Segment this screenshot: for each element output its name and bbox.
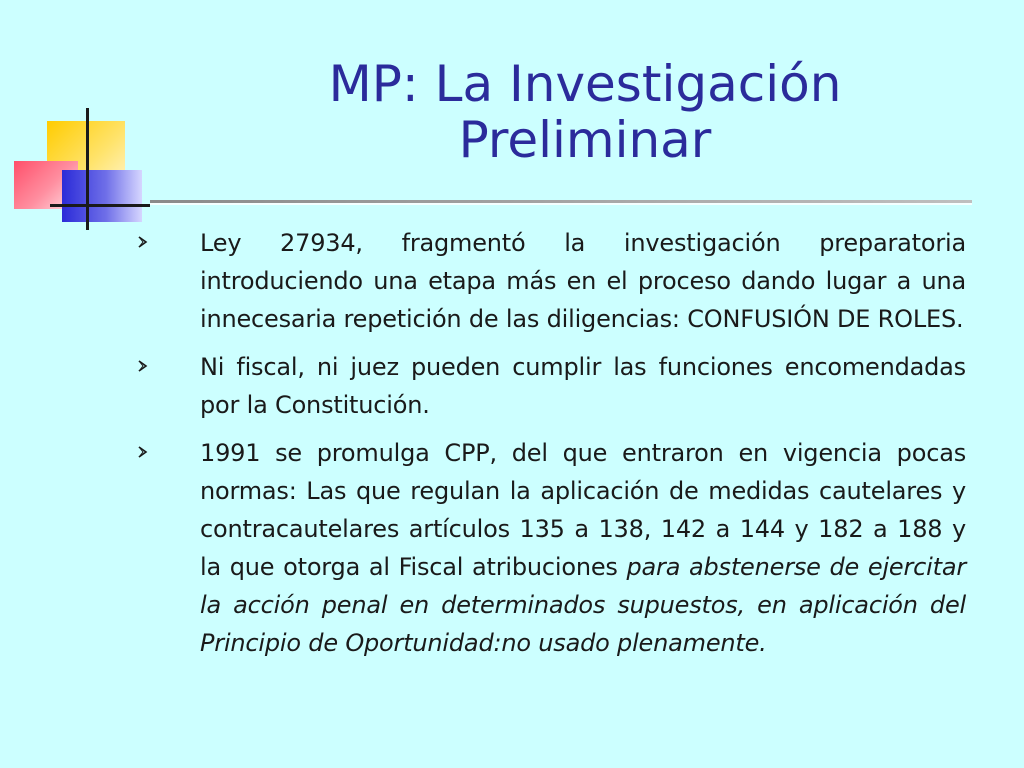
bullet-item-2 <box>0 348 966 424</box>
bullet-list <box>0 224 1024 672</box>
bullet-text-3-regular: 1991 se promulga CPP, del que entraron en vigencia pocas normas: Las que regulan la aplicación de medidas cautelares y contracautelares artículos 135 a 138, 142 a 144 y 182 a 188 y la que otorga al Fiscal atribuciones <box>200 439 966 581</box>
bullet-item-3 <box>0 434 966 662</box>
bullet-text-2: Ni fiscal, ni juez pueden cumplir las funciones encomendadas por la Constitución. <box>200 353 966 419</box>
slide-title-line1: MP: La Investigación <box>328 55 842 113</box>
bullet-item-1 <box>0 224 966 338</box>
bullet-text-3 <box>200 434 966 662</box>
blue-square <box>62 170 142 222</box>
bullet-text-3-italic: para abstenerse de ejercitar la acción penal en determinados supuestos, en aplicación del Principio de Oportunidad:no usado plenamente. <box>200 553 966 657</box>
slide-title-line2: Preliminar <box>458 111 712 169</box>
title-divider-highlight <box>150 203 972 205</box>
bullet-text-1: Ley 27934, fragmentó la investigación preparatoria introduciendo una etapa más en el proceso dando lugar a una innecesaria repetición de las diligencias: CONFUSIÓN DE ROLES. <box>200 229 966 333</box>
horizontal-line-short <box>50 204 150 207</box>
vertical-line <box>86 108 89 230</box>
decorative-squares-logo <box>0 0 160 240</box>
slide-title <box>160 56 1010 168</box>
